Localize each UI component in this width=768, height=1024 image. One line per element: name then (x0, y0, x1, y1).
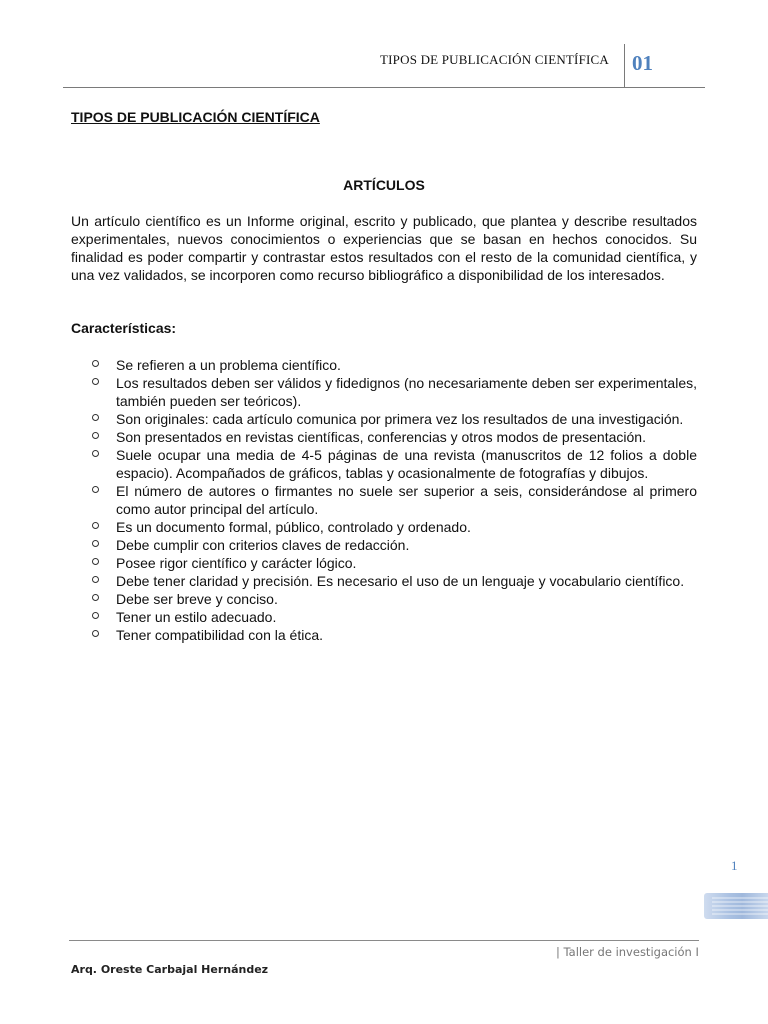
list-item (71, 356, 697, 374)
header-title: TIPOS DE PUBLICACIÓN CIENTÍFICA (380, 52, 610, 67)
list-item (71, 482, 697, 518)
bullet-icon (92, 612, 99, 619)
intro-paragraph: Un artículo científico es un Informe original, escrito y publicado, que plantea y describe resultados experimentales, nuevos conocimientos o experiencias que se basan en hechos conocidos. Su finalidad es poder compartir y contrastar estos resultados con el resto de la comunidad científica, y una vez validados, se incorporen como recurso bibliográfico a disponibilidad de los interesados. (71, 213, 697, 283)
footer-rule (69, 940, 699, 941)
list-item (71, 626, 697, 644)
bullet-icon (92, 450, 99, 457)
bullet-icon (92, 378, 99, 385)
list-item-text: Posee rigor científico y carácter lógico. (116, 555, 357, 571)
footer-author: Arq. Oreste Carbajal Hernández (71, 963, 269, 976)
list-item-text: Debe ser breve y conciso. (116, 591, 278, 607)
bullet-icon (92, 432, 99, 439)
characteristics-list (71, 356, 697, 644)
bullet-icon (92, 630, 99, 637)
bullet-icon (92, 486, 99, 493)
bullet-icon (92, 522, 99, 529)
header-rule (63, 87, 705, 88)
list-item (71, 410, 697, 428)
document-title: TIPOS DE PUBLICACIÓN CIENTÍFICA (71, 109, 320, 125)
header-divider (624, 44, 625, 88)
footer-course: | Taller de investigación I (556, 945, 699, 959)
list-item-text: Tener un estilo adecuado. (116, 609, 277, 625)
list-item (71, 590, 697, 608)
list-item-text: Suele ocupar una media de 4-5 páginas de una revista (manuscritos de 12 folios a doble espacio). Acompañados de gráficos, tablas y ocasionalmente de fotografías y dibujos. (116, 447, 697, 481)
list-item-text: El número de autores o firmantes no suele ser superior a seis, considerándose al primero como autor principal del artículo. (116, 483, 697, 517)
characteristics-heading: Características: (71, 320, 177, 336)
list-item (71, 374, 697, 410)
bullet-icon (92, 594, 99, 601)
list-item-text: Tener compatibilidad con la ética. (116, 627, 324, 643)
bullet-icon (92, 414, 99, 421)
bullet-icon (92, 360, 99, 367)
list-item (71, 536, 697, 554)
list-item-text: Son presentados en revistas científicas, conferencias y otros modos de presentación. (116, 429, 646, 445)
list-item-text: Se refieren a un problema científico. (116, 357, 341, 373)
list-item (71, 518, 697, 536)
page-number: 1 (731, 858, 738, 873)
list-item (71, 446, 697, 482)
bullet-icon (92, 540, 99, 547)
list-item-text: Es un documento formal, público, controlado y ordenado. (116, 519, 471, 535)
list-item-text: Debe tener claridad y precisión. Es necesario el uso de un lenguaje y vocabulario científico. (116, 573, 685, 589)
chapter-number: 01 (632, 51, 653, 75)
list-item (71, 572, 697, 590)
list-item (71, 554, 697, 572)
list-item-text: Los resultados deben ser válidos y fidedignos (no necesariamente deben ser experimentales, también pueden ser teóricos). (116, 375, 697, 409)
bullet-icon (92, 576, 99, 583)
list-item (71, 428, 697, 446)
list-item (71, 608, 697, 626)
list-item-text: Debe cumplir con criterios claves de redacción. (116, 537, 410, 553)
section-title: ARTÍCULOS (343, 177, 425, 193)
bullet-icon (92, 558, 99, 565)
page-tab-decoration (704, 893, 768, 919)
list-item-text: Son originales: cada artículo comunica por primera vez los resultados de una investigación. (116, 411, 684, 427)
